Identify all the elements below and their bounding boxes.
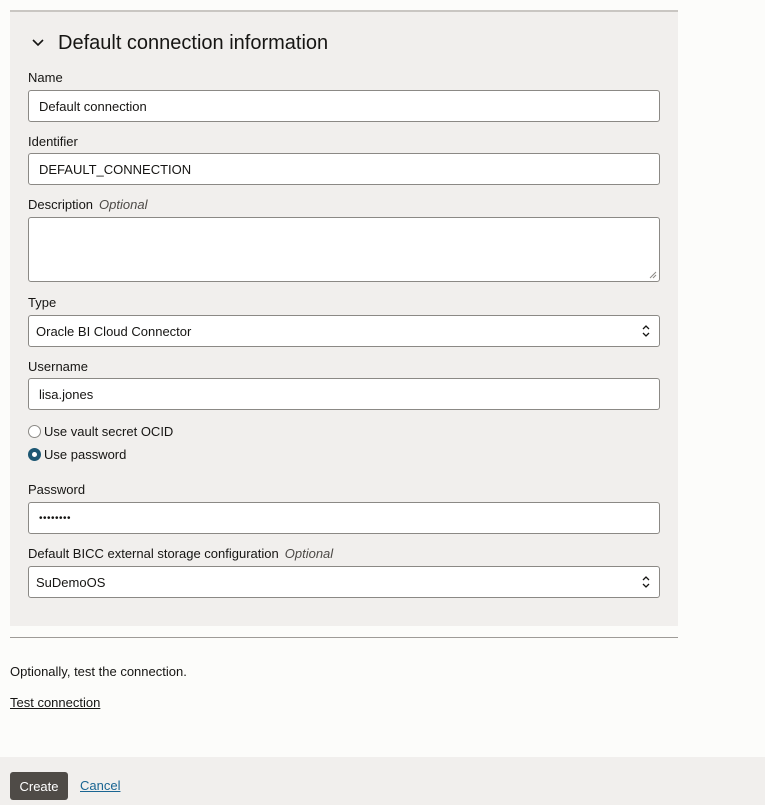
username-value: lisa.jones bbox=[39, 386, 94, 402]
name-value: Default connection bbox=[39, 98, 147, 114]
identifier-input[interactable] bbox=[28, 153, 660, 185]
connection-info-panel bbox=[10, 10, 678, 626]
storage-label bbox=[28, 546, 333, 561]
identifier-value: DEFAULT_CONNECTION bbox=[39, 161, 192, 177]
chevron-down-icon[interactable] bbox=[28, 33, 48, 53]
password-input[interactable] bbox=[28, 502, 660, 534]
create-button[interactable]: Create bbox=[10, 772, 68, 800]
type-label bbox=[28, 295, 56, 310]
vault-secret-option[interactable] bbox=[28, 424, 173, 439]
password-label-text: Password bbox=[28, 482, 86, 497]
use-password-radio[interactable] bbox=[28, 448, 41, 461]
type-label-text: Type bbox=[28, 295, 57, 310]
section-title: Default connection information bbox=[58, 31, 329, 54]
name-input[interactable] bbox=[28, 90, 660, 122]
identifier-label-text: Identifier bbox=[28, 134, 78, 149]
resize-grip-icon[interactable] bbox=[649, 271, 657, 279]
storage-select[interactable] bbox=[28, 566, 660, 598]
section-divider bbox=[10, 637, 678, 638]
description-label bbox=[28, 197, 147, 212]
name-label-text: Name bbox=[28, 70, 63, 85]
footer-bar bbox=[0, 757, 765, 805]
storage-label-text: Default BICC external storage configuration bbox=[28, 546, 279, 561]
description-label-text: Description bbox=[28, 197, 94, 212]
storage-optional: Optional bbox=[284, 546, 334, 561]
type-value: Oracle BI Cloud Connector bbox=[36, 323, 192, 339]
description-textarea[interactable] bbox=[28, 217, 660, 282]
password-label bbox=[28, 482, 85, 497]
cancel-link[interactable]: Cancel bbox=[80, 778, 121, 793]
vault-secret-label: Use vault secret OCID bbox=[44, 424, 174, 439]
password-value: •••••••• bbox=[39, 512, 72, 524]
test-connection-link[interactable]: Test connection bbox=[10, 695, 101, 710]
vault-secret-radio[interactable] bbox=[28, 425, 41, 438]
username-label bbox=[28, 359, 88, 374]
use-password-option[interactable] bbox=[28, 447, 126, 462]
select-arrows-icon bbox=[641, 323, 651, 339]
use-password-label: Use password bbox=[44, 447, 127, 462]
name-label bbox=[28, 70, 63, 85]
storage-value: SuDemoOS bbox=[36, 574, 106, 590]
username-label-text: Username bbox=[28, 359, 88, 374]
test-hint: Optionally, test the connection. bbox=[10, 664, 187, 679]
identifier-label bbox=[28, 134, 78, 149]
description-optional: Optional bbox=[99, 197, 148, 212]
section-header[interactable] bbox=[28, 30, 328, 56]
type-select[interactable] bbox=[28, 315, 660, 347]
select-arrows-icon bbox=[641, 574, 651, 590]
username-input[interactable] bbox=[28, 378, 660, 410]
